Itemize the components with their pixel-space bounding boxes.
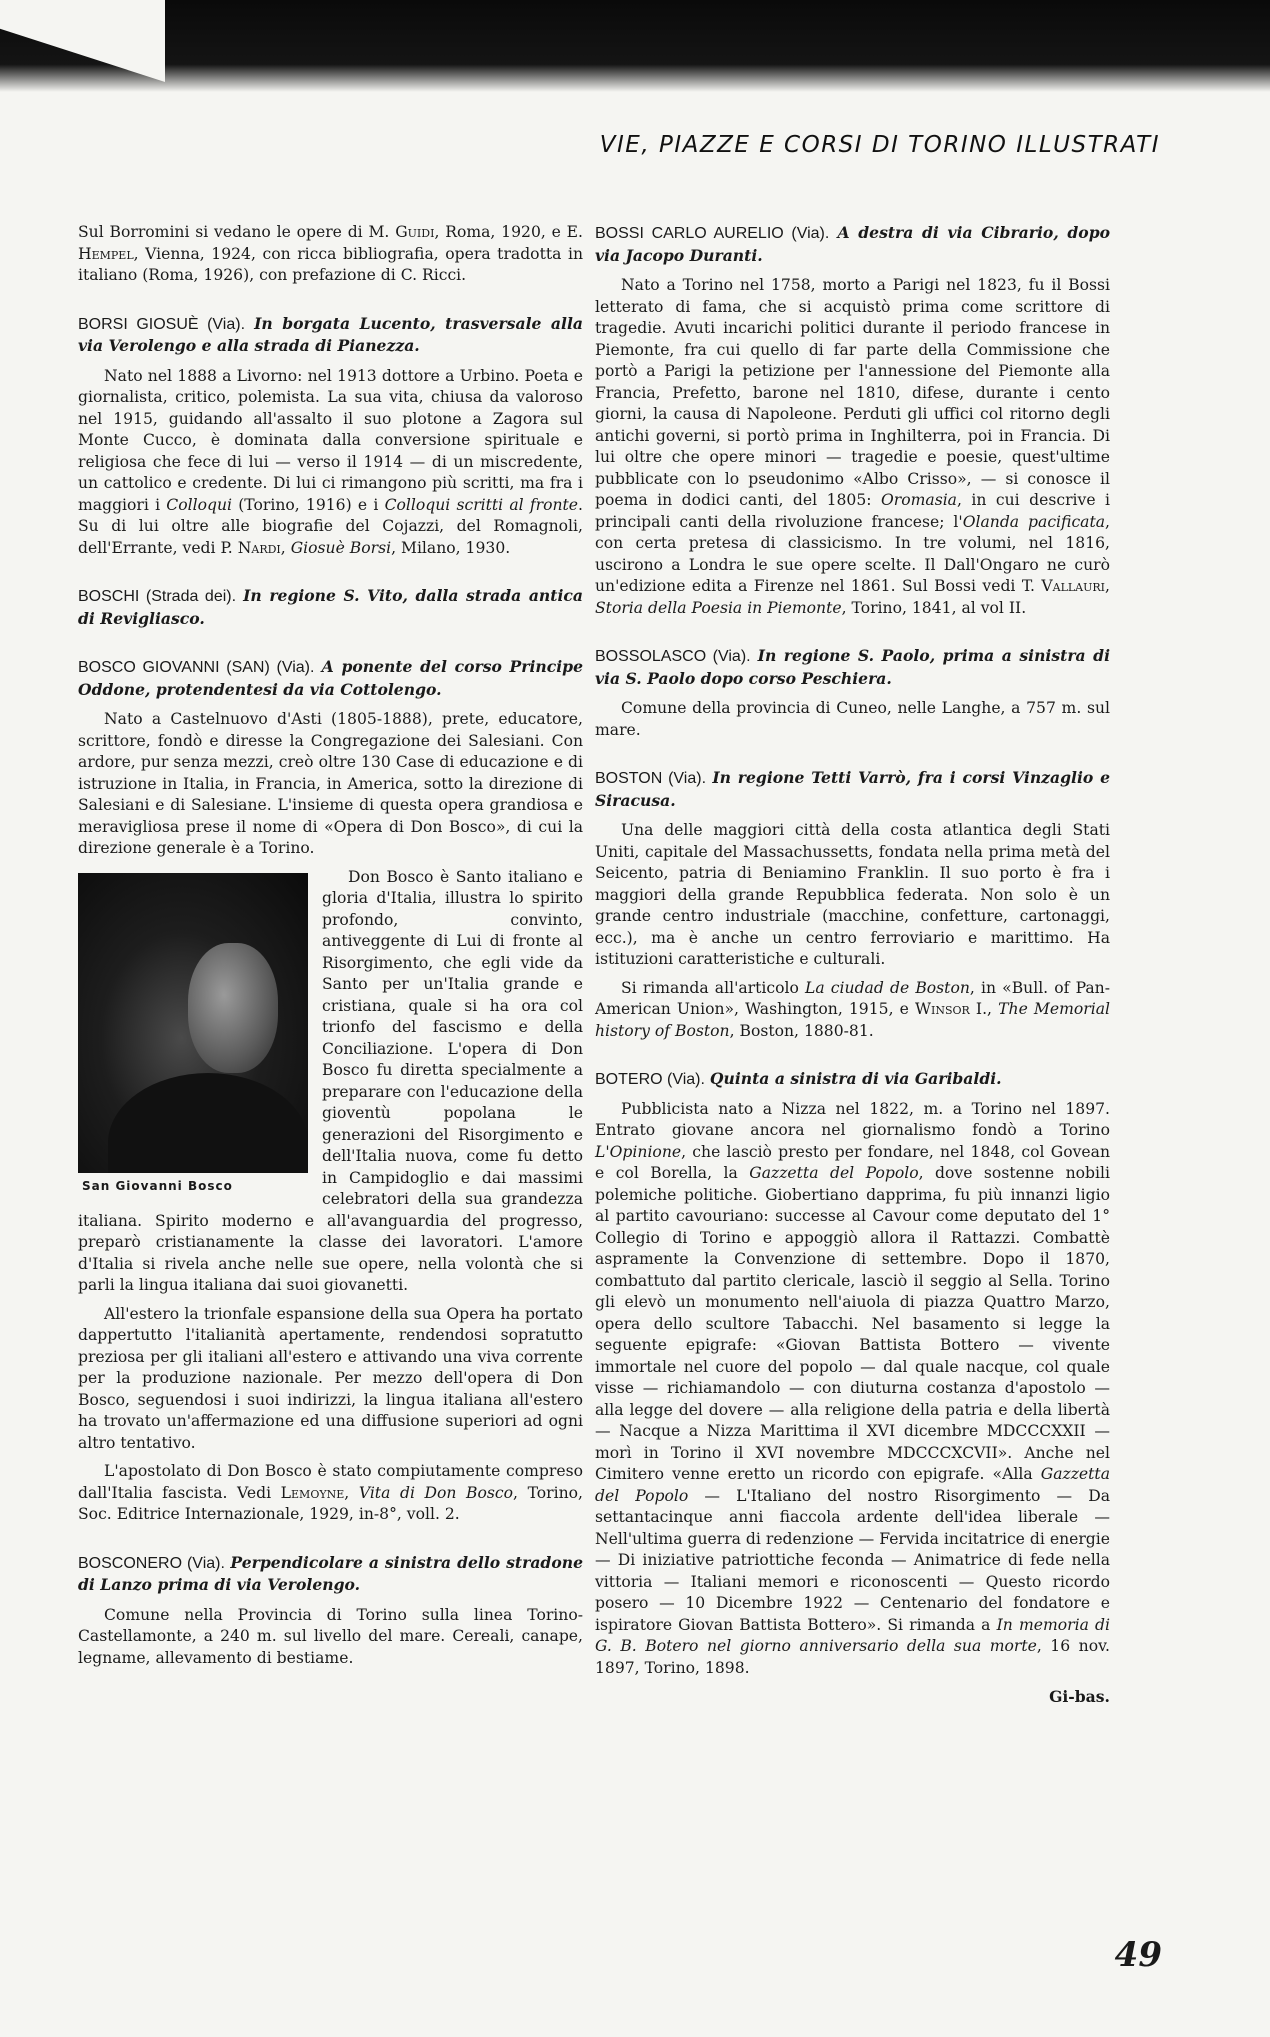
page-number: 49: [1114, 1935, 1162, 1975]
text-run: Comune della provincia di Cuneo, nelle Langhe, a 757 m. sul mare.: [595, 699, 1110, 739]
entry-borsi-heading: [78, 313, 583, 358]
author-name: Lemoyne: [280, 1483, 345, 1502]
text-run: , Torino, Soc. Editrice Internazionale, 1929, in-8°, voll. 2.: [78, 1483, 583, 1523]
entry-boston-text-2: [595, 978, 1110, 1043]
text-run: I.,: [969, 1000, 999, 1018]
entry-name: BOSSOLASCO (Via).: [595, 648, 751, 665]
entry-borsi-text: [78, 366, 583, 560]
text-run: (Torino, 1916) e i: [232, 495, 385, 514]
entry-location: A ponente del corso Principe Oddone, protendentesi da via Cottolengo.: [78, 657, 583, 699]
entry-name: BOTERO (Via).: [595, 1071, 705, 1088]
entry-bossi-heading: [595, 222, 1110, 267]
entry-location: Quinta a sinistra di via Garibaldi.: [709, 1069, 1002, 1088]
portrait-figure: [78, 873, 308, 1193]
italic-run: Vita di Don Bosco: [358, 1483, 514, 1502]
text-run: , in cui descrive i principali canti della rivoluzione francese; l': [595, 491, 1111, 531]
text-run: Nato nel 1888 a Livorno: nel 1913 dottore a Urbino. Poeta e giornalista, critico, polemista. La sua vita, chiusa da valoroso nel 1915, guidando all'assalto il suo plotone a Zagora sul Monte Cucco, è dominata dalla conversione spirituale e religiosa che fece di lui — verso il 1914 — di un miscredente, un cattolico e credente. Di lui ci rimangono più scritti, ma fra i maggiori i: [78, 366, 583, 514]
text-run: Pubblicista nato a Nizza nel 1822, m. a Torino nel 1897. Entrato giovane ancora nel giornalismo fondò a Torino: [595, 1099, 1110, 1139]
italic-run: Oromasia: [880, 491, 957, 509]
entry-bossi-text: [595, 275, 1110, 619]
italic-run: Gazzetta del Popolo: [749, 1164, 919, 1182]
text-run: Nato a Castelnuovo d'Asti (1805-1888), prete, educatore, scrittore, fondò e diresse la Congregazione dei Salesiani. Con ardore, pur senza mezzi, creò oltre 130 Case di educazione e di istruzione in Italia, in Francia, in America, sotto la direzione di Salesiani e di Salesiane. L'insieme di questa opera grandiosa e meravigliosa prese il nome di «Opera di Don Bosco», di cui la direzione generale è a Torino.: [78, 710, 583, 857]
italic-run: Olanda pacificata: [962, 512, 1106, 531]
italic-run: In memoria di G. B. Botero nel giorno anniversario della sua morte: [595, 1615, 1110, 1655]
text-run: , Milano, 1930.: [391, 538, 511, 557]
entry-bosco-heading: [78, 656, 583, 701]
entry-location: In borgata Lucento, trasversale alla via Verolengo e alla strada di Pianezza.: [78, 313, 583, 355]
author-name: Hempel: [78, 244, 134, 263]
text-run: — L'Italiano del nostro Risorgimento — Da settantacinque anni fiaccola ardente dell'idea liberale — Nell'ultima guerra di redenzione — Fervida incitatrice di energie — Di iniziative patriottiche feconda — Animatrice di fede nella vittoria — Italiani memori e riconoscenti — Questo ricordo posero — 10 Dicembre 1922 — Centenario del fondatore e ispiratore Giovan Battista Bottero». Si rimanda a: [595, 1486, 1111, 1634]
author-name: Guidi: [395, 223, 435, 241]
entry-bossolasco-heading: [595, 645, 1110, 690]
entry-boschi-heading: [78, 585, 583, 630]
text-run: Sul Borromini si vedano le opere di M.: [78, 223, 396, 241]
entry-boston-text-1: [595, 820, 1110, 971]
scan-dark-border: [0, 0, 1270, 92]
entry-bosconero-text: [78, 1605, 583, 1670]
text-run: L'apostolato di Don Bosco è stato compiutamente compreso dall'Italia fascista. Vedi: [78, 1462, 583, 1502]
column-right: [595, 222, 1110, 1708]
entry-bosco-text-3: [78, 1304, 583, 1455]
text-run: , in «Bull. of Pan-American Union», Washington, 1915, e: [595, 978, 1110, 1018]
portrait-photo: [78, 873, 308, 1173]
text-run: ,: [280, 538, 291, 557]
entry-botero-text: [595, 1099, 1110, 1680]
italic-run: L'Opinione: [595, 1142, 682, 1161]
italic-run: Colloqui scritti al fronte: [384, 495, 579, 514]
text-run: , dove sostenne nobili polemiche politiche. Giobertiano dapprima, fu più innanzi ligio al partito cavouriano: successe al Cavour come deputato del 1° Collegio di Torino e appoggiò allora il Rattazzi. Combattè aspramente la Convenzione di settembre. Dopo il 1870, combattuto dal partito clericale, lasciò il seggio al Sella. Torino gli elevò un monumento nell'aiuola di piazza Quattro Marzo, opera dello scultore Tabacchi. Nel basamento si legge la seguente epigrafe: «Giovan Battista Bottero — vivente immortale nel cuore del popolo — dal quale nacque, col quale visse — richiamandolo — con diuturna costanza d'apostolo — alla legge del dovere — alla religione della patria e della libertà — Nacque a Nizza Marittima il XVI dicembre MDCCCXXII — morì in Torino il XVI novembre MDCCCXCVII». Anche nel Cimitero venne eretto un ricordo con epigrafe. «Alla: [595, 1164, 1110, 1483]
intro-paragraph: [78, 222, 583, 287]
text-run: Si rimanda all'articolo: [621, 978, 806, 997]
entry-location: In regione Tetti Varrò, fra i corsi Vinzaglio e Siracusa.: [595, 768, 1110, 810]
italic-run: Giosuè Borsi: [290, 538, 392, 557]
text-run: , Torino, 1841, al vol II.: [841, 598, 1027, 617]
entry-bosco-text-4: [78, 1461, 583, 1526]
text-run: , Vienna, 1924, con ricca bibliografia, opera tradotta in italiano (Roma, 1926), con prefazione di C. Ricci.: [78, 244, 583, 284]
text-run: , 16 nov. 1897, Torino, 1898.: [595, 1637, 1110, 1677]
text-run: Una delle maggiori città della costa atlantica degli Stati Uniti, capitale del Massachussetts, fondata nella prima metà del Seicento, patria di Beniamino Franklin. Il suo porto è fra i maggiori della grande Repubblica federata. Non solo è un grande centro industriale (macchine, confetture, cartonaggi, ecc.), ma è anche un centro ferroviario e marittimo. Ha istituzioni caratteristiche e culturali.: [595, 821, 1110, 968]
entry-location: In regione S. Paolo, prima a sinistra di via S. Paolo dopo corso Peschiera.: [595, 646, 1110, 688]
entry-name: BOSSI CARLO AURELIO (Via).: [595, 225, 830, 242]
entry-location: Perpendicolare a sinistra dello stradone di Lanzo prima di via Verolengo.: [78, 1552, 583, 1594]
italic-run: Gazzetta del Popolo: [595, 1465, 1110, 1505]
entry-boston-heading: [595, 767, 1110, 812]
text-run: , Boston, 1880-81.: [729, 1021, 874, 1040]
italic-run: Colloqui: [166, 495, 232, 514]
entry-location: In regione S. Vito, dalla strada antica di Revigliasco.: [78, 586, 583, 628]
text-run: All'estero la trionfale espansione della sua Opera ha portato dappertutto l'italianità apertamente, rendendosi sopratutto preziosa per gli italiani all'estero e attivando una viva corrente per la produzione nazionale. Per mezzo dell'opera di Don Bosco, seguendosi i suoi indirizzi, la lingua italiana all'estero ha trovato un'affermazione ed una diffusione superiori ad ogni altro tentativo.: [78, 1304, 583, 1452]
author-signature: Gi-bas.: [1049, 1687, 1110, 1706]
entry-bosco-text-1: [78, 709, 583, 860]
italic-run: Storia della Poesia in Piemonte: [595, 598, 842, 617]
entry-name: BOSCONERO (Via).: [78, 1554, 225, 1572]
entry-name: BORSI GIOSUÈ (Via).: [78, 315, 246, 333]
text-run: , che lasciò presto per fondare, nel 1848, col Govean e col Borella, la: [595, 1142, 1110, 1182]
text-run: Nato a Torino nel 1758, morto a Parigi nel 1823, fu il Bossi letterato di fama, che si acquistò prima come scrittore di tragedie. Avuti incarichi politici durante il periodo francese in Piemonte, fra cui quello di far parte della Commissione che portò a Parigi la petizione per l'annessione del Piemonte alla Francia, Prefetto, barone nel 1810, difese, durante i cento giorni, la causa di Napoleone. Perduti gli uffici col ritorno degli antichi governi, si portò prima in Inghilterra, poi in Francia. Di lui oltre che opere minori — tragedie e poesie, quest'ultime pubblicate con lo pseudonimo «Albo Crisso», — si conosce il poema in dodici canti, del 1805:: [595, 276, 1110, 509]
entry-name: BOSCO GIOVANNI (SAN) (Via).: [78, 659, 315, 676]
text-run: ,: [344, 1483, 359, 1502]
column-left: [78, 222, 583, 1676]
italic-run: La ciudad de Boston: [805, 978, 970, 997]
entry-bossolasco-text: [595, 698, 1110, 741]
entry-name: BOSCHI (Strada dei).: [78, 588, 237, 605]
running-header: VIE, PIAZZE E CORSI DI TORINO ILLUSTRATI: [599, 132, 1160, 158]
entry-name: BOSTON (Via).: [595, 770, 707, 787]
italic-run: The Memorial history of Boston: [595, 1000, 1110, 1040]
portrait-caption: San Giovanni Bosco: [82, 1178, 233, 1193]
text-run: Don Bosco è Santo italiano e gloria d'Italia, illustra lo spirito profondo, convinto, antiveggente di Lui di fronte al Risorgimento, che egli vide da Santo per un'Italia grande e cristiana, quale si ha ora col trionfo del fascismo e della Conciliazione. L'opera di Don Bosco fu diretta specialmente a preparare con l'educazione della gioventù popolana le generazioni del Risorgimento e dell'Italia nuova, come fu detto in Campidoglio e dai massimi celebratori della sua grandezza italiana. Spirito moderno e all'avanguardia del progresso, preparò cristianamente la classe dei lavoratori. L'amore d'Italia si rivela anche nelle sue opere, nella volontà che si parli la lingua italiana dai suoi giovanetti.: [78, 867, 583, 1294]
entry-botero-heading: [595, 1068, 1110, 1091]
entry-bosconero-heading: [78, 1552, 583, 1597]
text-run: , Roma, 1920, e E.: [434, 223, 583, 241]
text-run: Comune nella Provincia di Torino sulla linea Torino-Castellamonte, a 240 m. sul livello del mare. Cereali, canape, legname, allevamento di bestiame.: [78, 1605, 583, 1667]
text-run: , con certa pretesa di classicismo. In tre volumi, nel 1816, uscirono a Londra le sue opere scelte. Il Dall'Ongaro ne curò un'edizione edita a Firenze nel 1861. Sul Bossi vedi T.: [595, 512, 1111, 595]
author-name: Vallauri: [1041, 577, 1106, 595]
author-name: Nardi: [237, 538, 281, 557]
text-run: . Su di lui oltre alle biografie del Cojazzi, del Romagnoli, dell'Errante, vedi P.: [78, 495, 584, 557]
entry-location: A destra di via Cibrario, dopo via Jacopo Duranti.: [595, 223, 1110, 265]
text-run: ,: [1105, 577, 1110, 595]
author-name: Winsor: [914, 1000, 970, 1018]
